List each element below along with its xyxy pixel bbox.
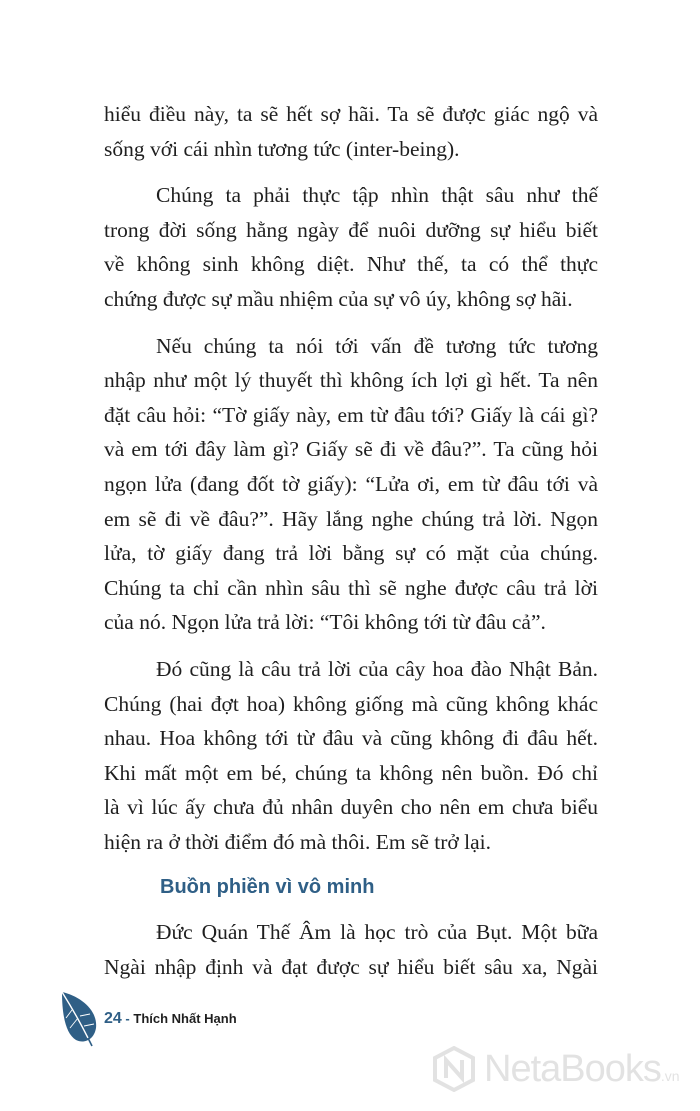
text-line: nhau. Hoa không tới từ đâu và cũng không đi đâu hết. [104, 726, 598, 751]
text-line: Ngài nhập định và đạt được sự hiểu biết sâu xa, Ngài [104, 955, 598, 980]
paragraph [104, 178, 598, 316]
text-line: hiểu điều này, ta sẽ hết sợ hãi. Ta sẽ được giác ngộ và [104, 102, 598, 126]
text-line: ngọn lửa (đang đốt tờ giấy): “Lửa ơi, em từ đâu tới và [104, 471, 598, 496]
paragraph [104, 329, 598, 640]
text-line: Chúng ta chỉ cần nhìn sâu thì sẽ nghe được câu trả lời [104, 575, 598, 600]
text-line: của nó. Ngọn lửa trả lời: “Tôi không tới từ đâu cả”. [104, 610, 546, 635]
text-line: hiện ra ở thời điểm đó mà thôi. Em sẽ trở lại. [104, 829, 491, 854]
text-line: Chúng (hai đợt hoa) không giống mà cũng không khác [104, 691, 598, 716]
body-text [104, 97, 598, 985]
page-number: 24 [104, 1010, 122, 1027]
watermark-text [484, 1048, 680, 1091]
footer-separator: - [125, 1011, 130, 1026]
page-footer [58, 988, 318, 1058]
netabooks-logo-icon [432, 1046, 476, 1092]
text-line: trong đời sống hằng ngày để nuôi dưỡng sự hiểu biết [104, 217, 598, 242]
text-line: Nếu chúng ta nói tới vấn đề tương tức tương [156, 333, 598, 358]
watermark-brand: NetaBooks [484, 1048, 661, 1090]
text-line: về không sinh không diệt. Như thế, ta có thể thực [104, 252, 598, 277]
section-heading: Buồn phiền vì vô minh [160, 876, 375, 899]
text-line: Đức Quán Thế Âm là học trò của Bụt. Một bữa [156, 920, 598, 945]
bodhi-leaf-icon [58, 988, 102, 1048]
watermark [432, 1046, 692, 1096]
text-line: chứng được sự mầu nhiệm của sự vô úy, không sợ hãi. [104, 286, 573, 311]
text-line: Chúng ta phải thực tập nhìn thật sâu như thế [156, 183, 598, 208]
paragraph [104, 915, 598, 984]
footer-text [104, 1010, 237, 1028]
text-line: em sẽ đi về đâu?”. Hãy lắng nghe chúng trả lời. Ngọn [104, 506, 598, 531]
text-line: nhập như một lý thuyết thì không ích lợi gì hết. Ta nên [104, 368, 598, 393]
watermark-suffix: .vn [660, 1068, 680, 1084]
text-line: và em tới đây làm gì? Giấy sẽ đi về đâu?”. Ta cũng hỏi [104, 437, 598, 462]
paragraph [104, 652, 598, 860]
text-line: Đó cũng là câu trả lời của cây hoa đào Nhật Bản. [156, 656, 598, 681]
text-line: là vì lúc ấy chưa đủ nhân duyên cho nên em chưa biểu [104, 795, 598, 820]
text-line: đặt câu hỏi: “Tờ giấy này, em từ đâu tới? Giấy là cái gì? [104, 402, 598, 427]
author-name: Thích Nhất Hạnh [133, 1011, 237, 1026]
paragraph [104, 97, 598, 166]
text-line: lửa, tờ giấy đang trả lời bằng sự có mặt của chúng. [104, 541, 598, 566]
text-line: Khi mất một em bé, chúng ta không nên buồn. Đó chỉ [104, 760, 598, 785]
text-line: sống với cái nhìn tương tức (inter-being). [104, 136, 460, 161]
